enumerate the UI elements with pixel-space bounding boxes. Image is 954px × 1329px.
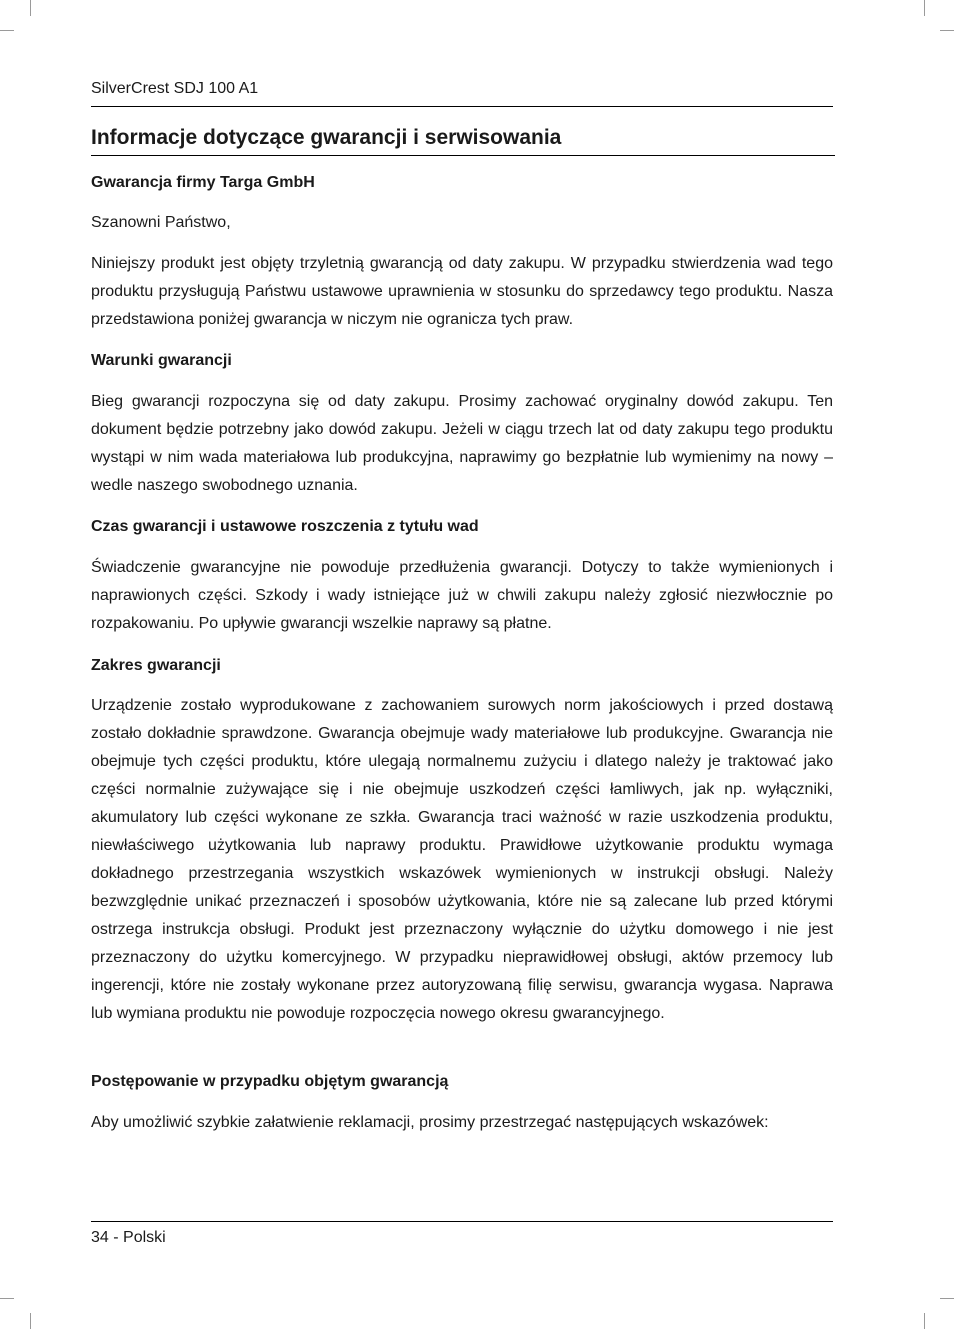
crop-mark bbox=[940, 30, 954, 31]
page-title: Informacje dotyczące gwarancji i serwisowania bbox=[91, 126, 562, 149]
section-heading bbox=[91, 172, 833, 194]
page-number: 34 - Polski bbox=[91, 1229, 166, 1246]
period-paragraph: Świadczenie gwarancyjne nie powoduje przedłużenia gwarancji. Dotyczy to także wymienionych i naprawionych części. Szkody i wady istniejące już w chwili zakupu należy zgłosić niezwłocznie po rozpakowaniu. Po upływie gwarancji wszelkie naprawy są płatne. bbox=[91, 559, 833, 632]
crop-mark bbox=[924, 0, 925, 16]
conditions-block bbox=[91, 388, 833, 500]
heading-warranty-procedure: Postępowanie w przypadku objętym gwarancją bbox=[91, 1073, 449, 1090]
header-divider bbox=[91, 106, 833, 107]
crop-mark bbox=[0, 1298, 14, 1299]
crop-mark bbox=[30, 1313, 31, 1329]
heading-warranty-targa: Gwarancja firmy Targa GmbH bbox=[91, 174, 315, 191]
heading-warranty-scope: Zakres gwarancji bbox=[91, 657, 221, 674]
period-block bbox=[91, 554, 833, 638]
crop-mark bbox=[30, 0, 31, 16]
running-header: SilverCrest SDJ 100 A1 bbox=[91, 80, 259, 97]
conditions-paragraph: Bieg gwarancji rozpoczyna się od daty zakupu. Prosimy zachować oryginalny dowód zakupu. Ten dokument będzie potrzebny jako dowód zakupu. Jeżeli w ciągu trzech lat od daty zakupu tego produktu wystąpi w nim wada materiałowa lub produkcyjna, naprawimy go bezpłatnie lub wymienimy na nowy – wedle naszego swobodnego uznania. bbox=[91, 393, 833, 494]
scope-paragraph: Urządzenie zostało wyprodukowane z zachowaniem surowych norm jakościowych i przed dostawą zostało dokładnie sprawdzone. Gwarancja obejmuje wady materiałowe lub produkcyjne. Gwarancja nie obejmuje tych części produktu, które ulegają normalnemu zużyciu i dlatego należy je traktować jako części normalnie zużywające się i nie obejmuje uszkodzeń części łamliwych, jak np. wyłączniki, akumulatory lub części wykonane ze szkła. Gwarancja traci ważność w razie uszkodzenia produktu, niewłaściwego użytkowania lub naprawy produktu. Prawidłowe użytkowanie produktu wymaga dokładnego przestrzegania wszystkich wskazówek wymienionych w instrukcji obsługi. Należy bezwzględnie unikać przeznaczeń i sposobów użytkowania, które nie są zalecane lub przed którymi ostrzega instrukcja obsługi. Produkt jest przeznaczony wyłącznie do użytku domowego i nie jest przeznaczony do użytku komercyjnego. W przypadku nieprawidłowej obsługi, aktów przemocy lub ingerencji, które nie zostały wykonane przez autoryzowaną filię serwisu, gwarancja wygasa. Naprawa lub wymiana produktu nie powoduje rozpoczęcia nowego okresu gwarancyjnego. bbox=[91, 697, 833, 1022]
procedure-block bbox=[91, 1109, 833, 1137]
procedure-paragraph: Aby umożliwić szybkie załatwienie reklamacji, prosimy przestrzegać następujących wskazówek: bbox=[91, 1114, 769, 1131]
intro-block bbox=[91, 250, 833, 334]
crop-mark bbox=[924, 1313, 925, 1329]
crop-mark bbox=[0, 30, 14, 31]
title-divider bbox=[91, 155, 835, 156]
section-heading bbox=[91, 655, 833, 677]
heading-warranty-conditions: Warunki gwarancji bbox=[91, 352, 232, 369]
greeting-block bbox=[91, 209, 833, 237]
section-heading bbox=[91, 350, 833, 372]
crop-mark bbox=[940, 1298, 954, 1299]
heading-warranty-period: Czas gwarancji i ustawowe roszczenia z tytułu wad bbox=[91, 518, 479, 535]
greeting: Szanowni Państwo, bbox=[91, 214, 231, 231]
scope-block bbox=[91, 692, 833, 1028]
footer-divider bbox=[91, 1221, 833, 1222]
intro-paragraph: Niniejszy produkt jest objęty trzyletnią gwarancją od daty zakupu. W przypadku stwierdzenia wad tego produktu przysługują Państwu ustawowe uprawnienia w stosunku do sprzedawcy tego produktu. Nasza przedstawiona poniżej gwarancja w niczym nie ogranicza tych praw. bbox=[91, 255, 833, 328]
section-heading bbox=[91, 1071, 833, 1093]
section-heading bbox=[91, 516, 833, 538]
